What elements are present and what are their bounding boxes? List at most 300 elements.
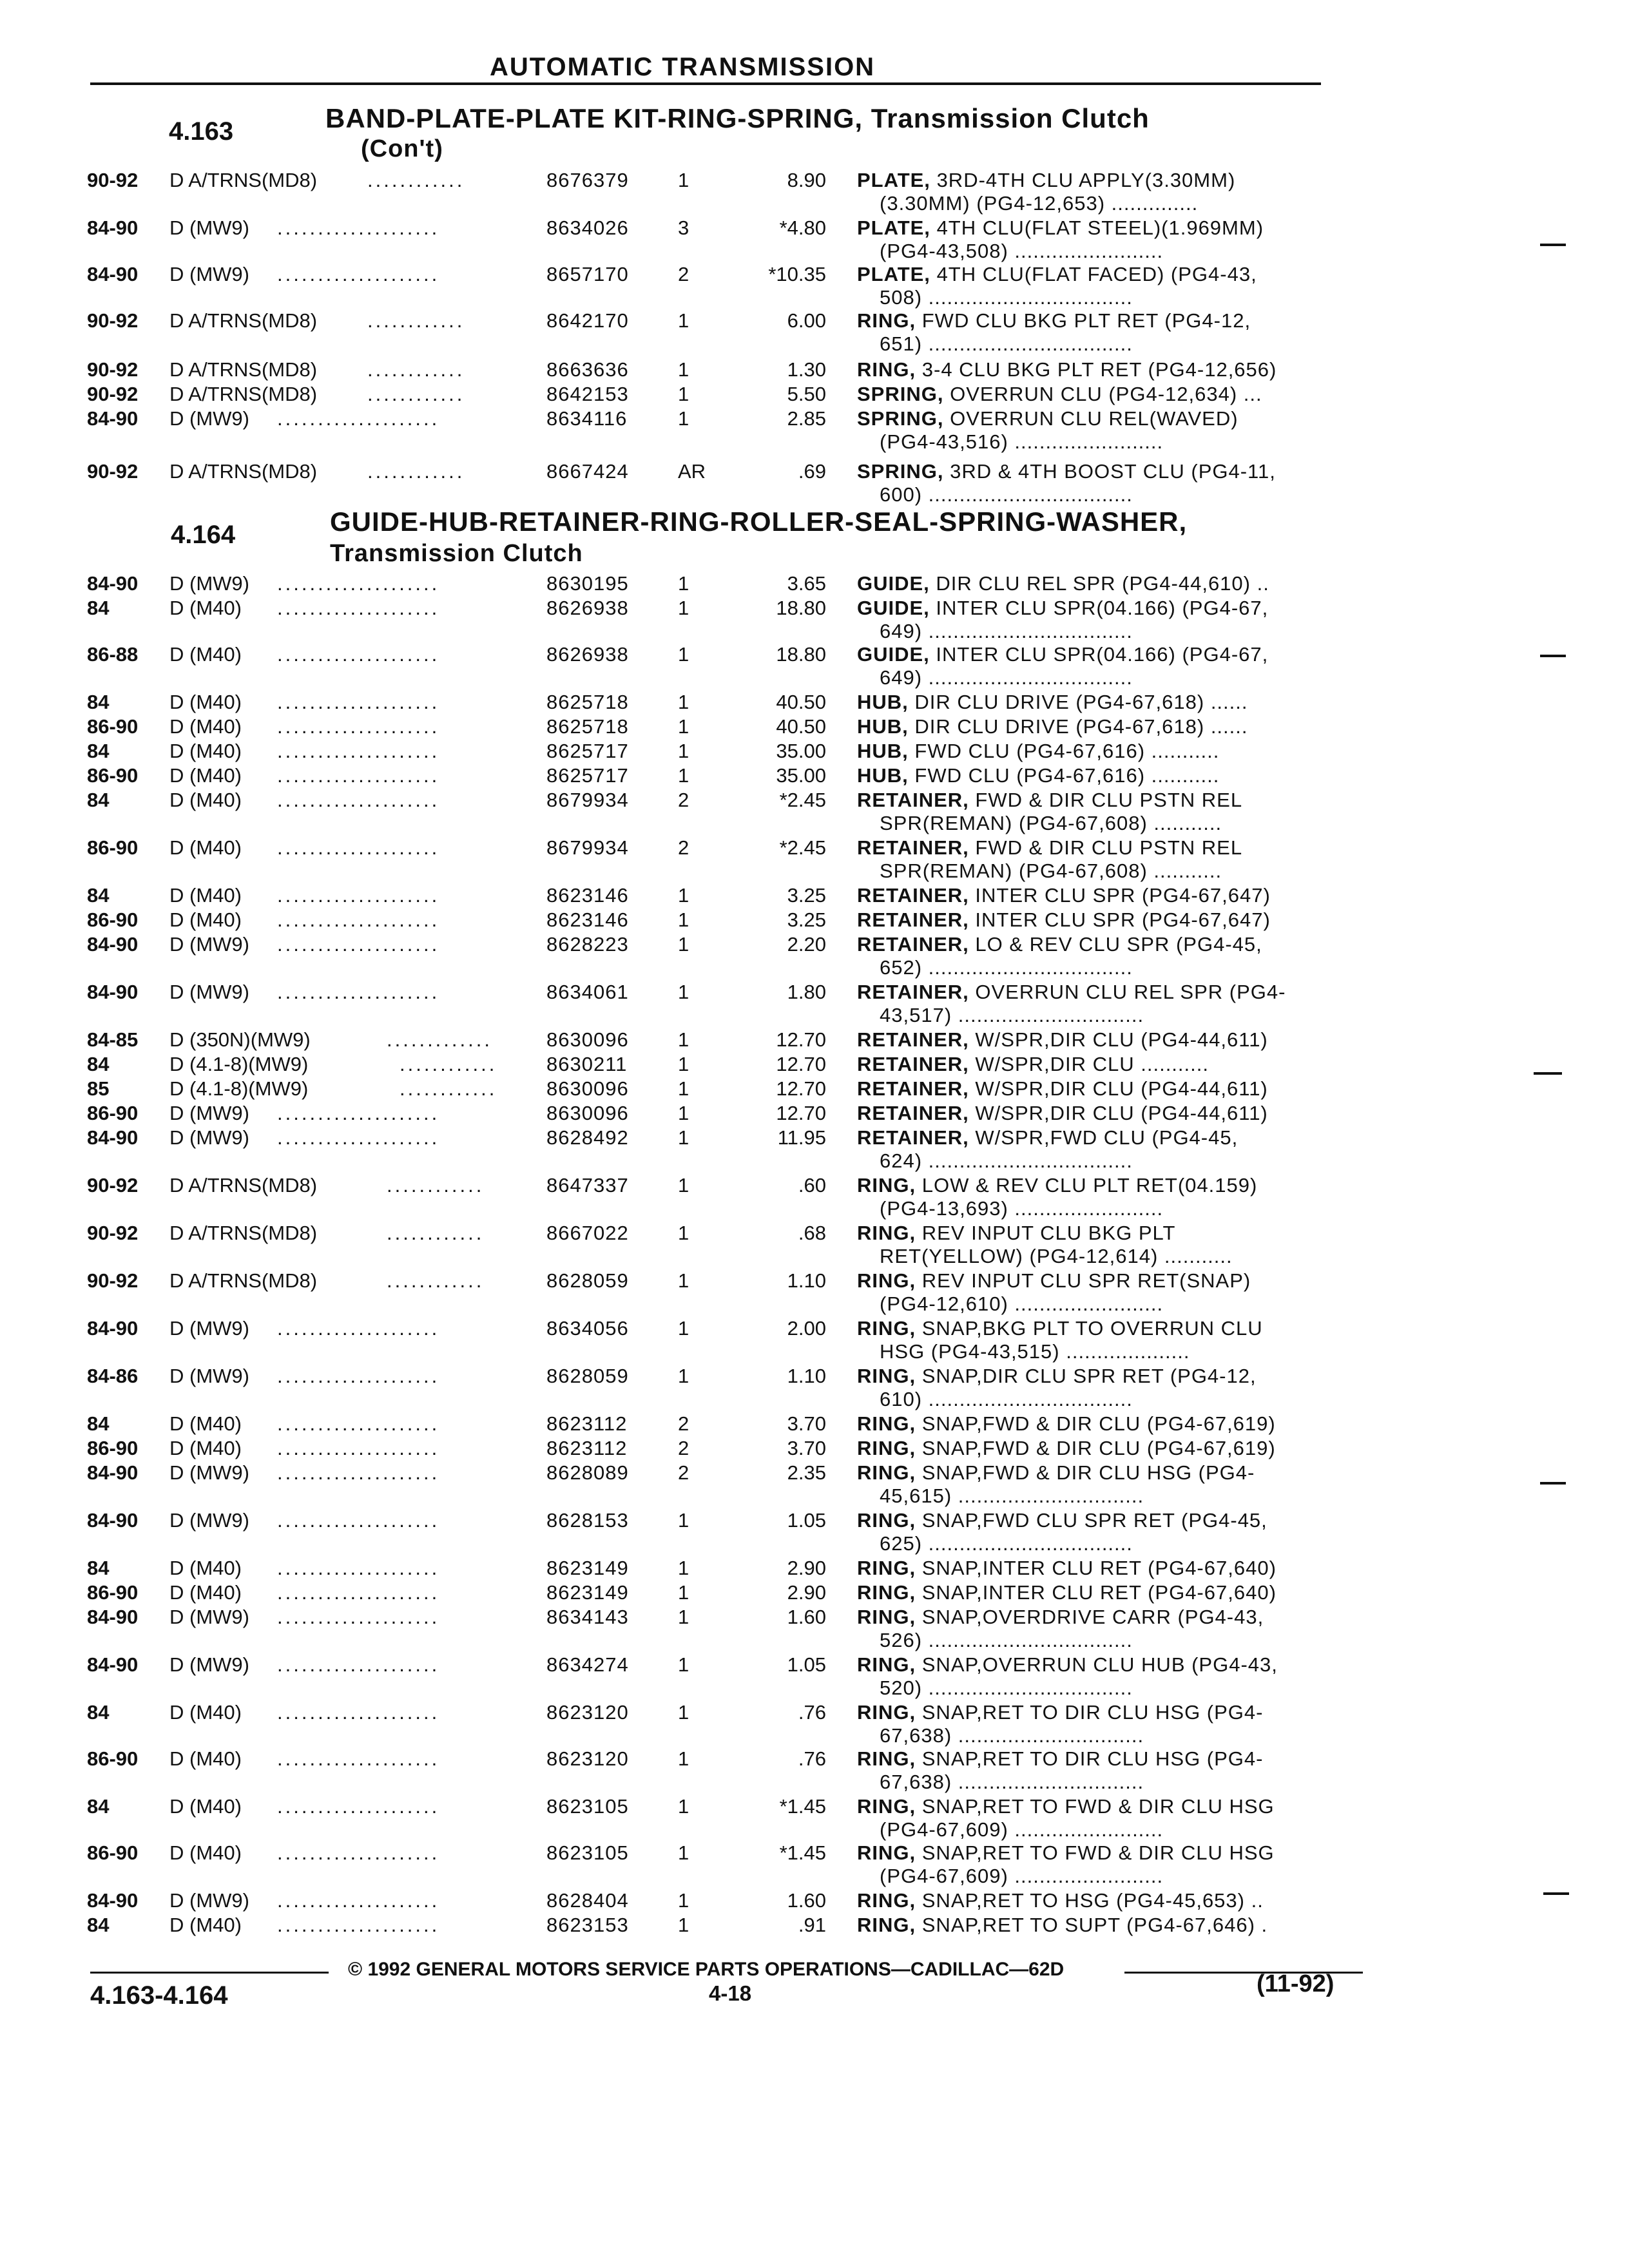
row-model: D (MW9) [169, 1889, 249, 1912]
footer-page-number: 4-18 [709, 1981, 752, 2005]
row-description [857, 1606, 1264, 1629]
part-description: FWD CLU BKG PLT RET (PG4-12, [921, 309, 1251, 332]
row-leader-dots: ............ [400, 1053, 497, 1075]
part-name: HUB, [857, 691, 909, 713]
part-description: SNAP,RET TO DIR CLU HSG (PG4- [921, 1701, 1264, 1724]
row-leader-dots: ............. [387, 1028, 492, 1051]
row-description [857, 764, 1219, 787]
row-year: 84-90 [87, 572, 139, 595]
part-number: 8679934 [546, 789, 629, 811]
part-name: RING, [857, 1914, 916, 1936]
part-name: RETAINER, [857, 836, 969, 859]
part-name: GUIDE, [857, 572, 930, 595]
row-model: D (MW9) [169, 1509, 249, 1532]
row-description [857, 1437, 1276, 1460]
part-name: HUB, [857, 715, 909, 738]
part-name: SPRING, [857, 407, 944, 430]
row-description [857, 1557, 1277, 1580]
row-quantity: 1 [678, 1889, 689, 1912]
row-quantity: 1 [678, 1795, 689, 1818]
row-price: 18.80 [776, 643, 826, 666]
row-quantity: 2 [678, 1461, 689, 1484]
row-description [857, 1461, 1255, 1485]
row-year: 86-90 [87, 1437, 139, 1459]
row-quantity: 2 [678, 263, 689, 285]
description-continuation: SPR(REMAN) (PG4-67,608) ........... [880, 812, 1222, 834]
row-quantity: 3 [678, 216, 689, 239]
row-quantity: 1 [678, 908, 689, 931]
row-model: D (MW9) [169, 1365, 249, 1387]
row-model: D (MW9) [169, 216, 249, 239]
part-description: SNAP,FWD & DIR CLU (PG4-67,619) [921, 1412, 1276, 1435]
row-year: 86-90 [87, 764, 139, 787]
row-model: D (M40) [169, 715, 242, 738]
row-price: 1.10 [787, 1365, 826, 1387]
row-price: .68 [798, 1222, 826, 1244]
row-model: D (MW9) [169, 1126, 249, 1149]
row-price: 40.50 [776, 691, 826, 713]
part-name: GUIDE, [857, 597, 930, 619]
row-model: D (MW9) [169, 263, 249, 285]
row-quantity: 1 [678, 1557, 689, 1579]
row-price: 3.70 [787, 1412, 826, 1435]
description-continuation: 624) ................................. [880, 1149, 1133, 1172]
row-year: 86-88 [87, 643, 139, 666]
row-quantity: 1 [678, 740, 689, 762]
row-price: *4.80 [779, 216, 826, 239]
row-description [857, 1365, 1257, 1388]
row-description [857, 216, 1264, 240]
part-description: SNAP,FWD & DIR CLU (PG4-67,619) [921, 1437, 1276, 1459]
part-number: 8679934 [546, 836, 629, 859]
part-name: RETAINER, [857, 1077, 969, 1100]
row-price: 18.80 [776, 597, 826, 619]
part-number: 8642153 [546, 383, 629, 405]
row-price: 12.70 [776, 1102, 826, 1124]
row-price: 5.50 [787, 383, 826, 405]
part-number: 8623112 [546, 1412, 628, 1435]
row-description [857, 597, 1268, 620]
row-price: .76 [798, 1701, 826, 1724]
description-continuation: (PG4-13,693) ........................ [880, 1197, 1164, 1220]
row-model: D (MW9) [169, 1102, 249, 1124]
description-continuation: (PG4-67,609) ........................ [880, 1865, 1164, 1887]
row-model: D (4.1-8)(MW9) [169, 1053, 309, 1075]
row-price: 1.05 [787, 1653, 826, 1676]
row-leader-dots: .................... [277, 1581, 440, 1604]
row-quantity: 1 [678, 715, 689, 738]
row-year: 84 [87, 1701, 110, 1724]
part-name: PLATE, [857, 169, 930, 191]
row-quantity: 1 [678, 1028, 689, 1051]
row-description [857, 691, 1248, 714]
part-name: RING, [857, 1841, 916, 1864]
part-description: INTER CLU SPR (PG4-67,647) [975, 884, 1271, 907]
description-continuation: 651) ................................. [880, 332, 1133, 355]
description-continuation: 600) ................................. [880, 483, 1133, 506]
row-model: D (MW9) [169, 572, 249, 595]
row-year: 90-92 [87, 1174, 139, 1196]
row-year: 90-92 [87, 460, 139, 483]
row-leader-dots: .................... [277, 1365, 440, 1387]
part-name: RETAINER, [857, 981, 969, 1003]
part-description: INTER CLU SPR(04.166) (PG4-67, [936, 597, 1269, 619]
row-year: 84-86 [87, 1365, 139, 1387]
row-description [857, 169, 1235, 192]
part-description: SNAP,OVERRUN CLU HUB (PG4-43, [921, 1653, 1278, 1676]
row-description [857, 1581, 1277, 1604]
row-description [857, 263, 1257, 286]
part-number: 8628492 [546, 1126, 629, 1149]
row-year: 84-90 [87, 1126, 139, 1149]
row-price: 2.90 [787, 1557, 826, 1579]
row-year: 86-90 [87, 908, 139, 931]
row-model: D (MW9) [169, 933, 249, 956]
row-description [857, 1174, 1257, 1197]
row-leader-dots: .................... [277, 1317, 440, 1340]
row-price: .60 [798, 1174, 826, 1196]
row-description [857, 643, 1268, 666]
part-description: FWD CLU (PG4-67,616) ........... [914, 740, 1220, 762]
row-price: 40.50 [776, 715, 826, 738]
row-model: D (M40) [169, 1557, 242, 1579]
description-continuation: 67,638) .............................. [880, 1724, 1144, 1747]
part-number: 8623105 [546, 1795, 629, 1818]
row-description [857, 1795, 1275, 1818]
row-quantity: 1 [678, 1365, 689, 1387]
row-quantity: 1 [678, 1914, 689, 1936]
description-continuation: 652) ................................. [880, 956, 1133, 979]
part-description: 3-4 CLU BKG PLT RET (PG4-12,656) [921, 358, 1277, 381]
part-description: FWD & DIR CLU PSTN REL [975, 836, 1243, 859]
description-continuation: SPR(REMAN) (PG4-67,608) ........... [880, 860, 1222, 882]
row-year: 86-90 [87, 1747, 139, 1770]
row-quantity: 1 [678, 643, 689, 666]
part-description: SNAP,INTER CLU RET (PG4-67,640) [921, 1581, 1277, 1604]
part-description: LO & REV CLU SPR (PG4-45, [975, 933, 1262, 956]
row-model: D (MW9) [169, 1606, 249, 1628]
row-leader-dots: ............ [367, 169, 465, 191]
row-model: D (M40) [169, 1412, 242, 1435]
row-quantity: 1 [678, 1174, 689, 1196]
row-year: 84 [87, 1412, 110, 1435]
part-number: 8657170 [546, 263, 629, 285]
row-leader-dots: .................... [277, 1914, 440, 1936]
row-price: 8.90 [787, 169, 826, 191]
row-leader-dots: .................... [277, 407, 440, 430]
part-name: RING, [857, 1557, 916, 1579]
part-number: 8628404 [546, 1889, 629, 1912]
row-quantity: 1 [678, 1653, 689, 1676]
row-price: .69 [798, 460, 826, 483]
row-leader-dots: ............ [367, 358, 465, 381]
title-rule [90, 82, 1321, 85]
part-number: 8676379 [546, 169, 629, 191]
row-description [857, 715, 1248, 738]
row-description [857, 460, 1276, 483]
part-name: RETAINER, [857, 933, 969, 956]
part-description: DIR CLU DRIVE (PG4-67,618) ...... [914, 715, 1248, 738]
part-number: 8628223 [546, 933, 629, 956]
row-quantity: 1 [678, 691, 689, 713]
row-year: 90-92 [87, 383, 139, 405]
row-price: 1.05 [787, 1509, 826, 1532]
row-description [857, 836, 1242, 860]
row-year: 84 [87, 1914, 110, 1936]
part-number: 8647337 [546, 1174, 629, 1196]
part-number: 8623120 [546, 1701, 629, 1724]
description-continuation: 67,638) .............................. [880, 1771, 1144, 1793]
row-quantity: 2 [678, 1437, 689, 1459]
part-number: 8634274 [546, 1653, 629, 1676]
row-description [857, 740, 1219, 763]
row-price: 11.95 [777, 1126, 826, 1149]
margin-mark [1540, 655, 1566, 657]
row-quantity: 1 [678, 1747, 689, 1770]
row-model: D (M40) [169, 643, 242, 666]
row-description [857, 1653, 1278, 1677]
row-price: *1.45 [779, 1795, 826, 1818]
part-name: SPRING, [857, 383, 944, 405]
page-title: AUTOMATIC TRANSMISSION [490, 53, 876, 81]
row-description [857, 1126, 1238, 1149]
row-year: 90-92 [87, 1222, 139, 1244]
row-leader-dots: .................... [277, 764, 440, 787]
row-price: 1.10 [787, 1269, 826, 1292]
row-leader-dots: .................... [277, 740, 440, 762]
part-description: LOW & REV CLU PLT RET(04.159) [921, 1174, 1258, 1196]
part-description: REV INPUT CLU SPR RET(SNAP) [921, 1269, 1251, 1292]
row-year: 85 [87, 1077, 110, 1100]
row-quantity: 1 [678, 764, 689, 787]
part-name: RING, [857, 1606, 916, 1628]
row-price: *2.45 [779, 836, 826, 859]
part-number: 8634116 [546, 407, 628, 430]
part-description: 4TH CLU(FLAT STEEL)(1.969MM) [936, 216, 1264, 239]
part-description: W/SPR,DIR CLU ........... [975, 1053, 1209, 1075]
row-leader-dots: ............ [367, 383, 465, 405]
row-year: 84-90 [87, 1889, 139, 1912]
row-price: .76 [798, 1747, 826, 1770]
description-continuation: 45,615) .............................. [880, 1485, 1144, 1507]
part-description: W/SPR,FWD CLU (PG4-45, [975, 1126, 1239, 1149]
part-number: 8634056 [546, 1317, 629, 1340]
row-price: *1.45 [779, 1841, 826, 1864]
row-description [857, 1412, 1276, 1436]
part-number: 8630211 [546, 1053, 628, 1075]
row-year: 90-92 [87, 169, 139, 191]
row-description [857, 1841, 1275, 1865]
part-name: SPRING, [857, 460, 944, 483]
section-number: 4.163 [169, 117, 234, 146]
part-description: FWD & DIR CLU PSTN REL [975, 789, 1243, 811]
part-name: RING, [857, 1653, 916, 1676]
row-model: D (MW9) [169, 981, 249, 1003]
description-continuation: 649) ................................. [880, 620, 1133, 642]
part-name: RING, [857, 1747, 916, 1770]
row-description [857, 1077, 1268, 1100]
row-quantity: 1 [678, 383, 689, 405]
row-leader-dots: .................... [277, 933, 440, 956]
part-description: SNAP,RET TO DIR CLU HSG (PG4- [921, 1747, 1264, 1770]
row-description [857, 407, 1239, 430]
row-year: 84-85 [87, 1028, 139, 1051]
row-price: 12.70 [776, 1028, 826, 1051]
margin-mark [1540, 1482, 1566, 1485]
part-name: RETAINER, [857, 884, 969, 907]
row-model: D A/TRNS(MD8) [169, 1269, 318, 1292]
part-name: RING, [857, 358, 916, 381]
part-number: 8625718 [546, 715, 629, 738]
row-year: 84 [87, 740, 110, 762]
row-leader-dots: .................... [277, 216, 440, 239]
row-leader-dots: .................... [277, 1509, 440, 1532]
footer-date-code: (11-92) [1257, 1970, 1335, 1997]
row-year: 86-90 [87, 1102, 139, 1124]
part-number: 8628153 [546, 1509, 629, 1532]
row-leader-dots: ............ [367, 460, 465, 483]
row-quantity: 2 [678, 836, 689, 859]
row-model: D A/TRNS(MD8) [169, 460, 318, 483]
row-year: 84-90 [87, 1317, 139, 1340]
row-description [857, 789, 1242, 812]
row-model: D (M40) [169, 1795, 242, 1818]
part-name: RING, [857, 1222, 916, 1244]
footer-copyright: © 1992 GENERAL MOTORS SERVICE PARTS OPERATIONS—CADILLAC—62D [348, 1959, 1065, 1980]
part-number: 8626938 [546, 597, 629, 619]
row-leader-dots: .................... [277, 884, 440, 907]
section-title: BAND-PLATE-PLATE KIT-RING-SPRING, Transmission Clutch [325, 103, 1150, 133]
part-number: 8630096 [546, 1028, 629, 1051]
row-model: D (M40) [169, 836, 242, 859]
row-model: D A/TRNS(MD8) [169, 383, 318, 405]
row-price: 35.00 [776, 764, 826, 787]
part-name: PLATE, [857, 263, 930, 285]
description-continuation: (PG4-67,609) ........................ [880, 1818, 1164, 1841]
part-name: RETAINER, [857, 1102, 969, 1124]
description-continuation: (PG4-43,516) ........................ [880, 430, 1164, 453]
row-price: 1.30 [787, 358, 826, 381]
row-price: 2.90 [787, 1581, 826, 1604]
part-description: FWD CLU (PG4-67,616) ........... [914, 764, 1220, 787]
row-leader-dots: .................... [277, 836, 440, 859]
row-quantity: 1 [678, 981, 689, 1003]
row-quantity: 2 [678, 1412, 689, 1435]
part-name: RING, [857, 1437, 916, 1459]
part-number: 8626938 [546, 643, 629, 666]
row-model: D (M40) [169, 1701, 242, 1724]
row-description [857, 908, 1271, 932]
row-year: 90-92 [87, 1269, 139, 1292]
section-title: GUIDE-HUB-RETAINER-RING-ROLLER-SEAL-SPRING-WASHER, [330, 506, 1188, 537]
row-year: 84 [87, 1795, 110, 1818]
description-continuation: 625) ................................. [880, 1532, 1133, 1555]
row-leader-dots: .................... [277, 1102, 440, 1124]
part-number: 8642170 [546, 309, 629, 332]
row-description [857, 383, 1262, 406]
row-description [857, 1028, 1268, 1052]
part-name: RETAINER, [857, 1053, 969, 1075]
row-price: 3.25 [787, 908, 826, 931]
row-leader-dots: .................... [277, 263, 440, 285]
part-name: RING, [857, 1412, 916, 1435]
row-year: 84-90 [87, 216, 139, 239]
part-name: GUIDE, [857, 643, 930, 666]
row-year: 84 [87, 789, 110, 811]
part-number: 8630195 [546, 572, 629, 595]
description-continuation: (3.30MM) (PG4-12,653) .............. [880, 192, 1199, 215]
part-name: RING, [857, 1365, 916, 1387]
row-quantity: 1 [678, 1102, 689, 1124]
part-description: OVERRUN CLU REL(WAVED) [950, 407, 1239, 430]
row-leader-dots: .................... [277, 572, 440, 595]
row-quantity: 1 [678, 1701, 689, 1724]
row-year: 90-92 [87, 358, 139, 381]
row-model: D A/TRNS(MD8) [169, 358, 318, 381]
row-model: D (MW9) [169, 1653, 249, 1676]
part-description: SNAP,RET TO FWD & DIR CLU HSG [921, 1841, 1275, 1864]
row-quantity: 1 [678, 1581, 689, 1604]
row-model: D (M40) [169, 1841, 242, 1864]
row-model: D (M40) [169, 1581, 242, 1604]
row-quantity: 1 [678, 597, 689, 619]
part-name: RETAINER, [857, 789, 969, 811]
row-model: D (M40) [169, 1914, 242, 1936]
row-quantity: 1 [678, 1269, 689, 1292]
row-model: D (350N)(MW9) [169, 1028, 311, 1051]
part-description: 3RD-4TH CLU APPLY(3.30MM) [936, 169, 1236, 191]
row-leader-dots: .................... [277, 643, 440, 666]
row-leader-dots: ............ [367, 309, 465, 332]
row-description [857, 572, 1269, 595]
section-subtitle: (Con't) [361, 135, 443, 162]
row-year: 86-90 [87, 1581, 139, 1604]
margin-mark [1540, 244, 1566, 246]
row-year: 84-90 [87, 1606, 139, 1628]
row-leader-dots: ............ [400, 1077, 497, 1100]
row-model: D (MW9) [169, 407, 249, 430]
part-description: SNAP,INTER CLU RET (PG4-67,640) [921, 1557, 1277, 1579]
part-name: RING, [857, 1701, 916, 1724]
description-continuation: HSG (PG4-43,515) .................... [880, 1340, 1190, 1363]
row-price: *2.45 [779, 789, 826, 811]
row-description [857, 933, 1262, 956]
row-model: D (M40) [169, 908, 242, 931]
part-number: 8628059 [546, 1269, 629, 1292]
part-description: SNAP,DIR CLU SPR RET (PG4-12, [921, 1365, 1257, 1387]
row-quantity: 1 [678, 1509, 689, 1532]
part-number: 8625718 [546, 691, 629, 713]
row-leader-dots: .................... [277, 597, 440, 619]
row-leader-dots: ............ [387, 1269, 485, 1292]
row-description [857, 1222, 1175, 1245]
row-description [857, 1509, 1268, 1532]
section-subtitle: Transmission Clutch [330, 540, 583, 567]
part-description: SNAP,FWD CLU SPR RET (PG4-45, [921, 1509, 1268, 1532]
part-number: 8623153 [546, 1914, 629, 1936]
row-year: 84 [87, 1557, 110, 1579]
part-name: RING, [857, 1317, 916, 1340]
row-year: 84-90 [87, 407, 139, 430]
row-model: D (MW9) [169, 1461, 249, 1484]
row-price: *10.35 [768, 263, 826, 285]
part-description: SNAP,BKG PLT TO OVERRUN CLU [921, 1317, 1263, 1340]
description-continuation: 610) ................................. [880, 1388, 1133, 1410]
part-name: PLATE, [857, 216, 930, 239]
part-number: 8623112 [546, 1437, 628, 1459]
row-year: 86-90 [87, 1841, 139, 1864]
row-price: 3.70 [787, 1437, 826, 1459]
